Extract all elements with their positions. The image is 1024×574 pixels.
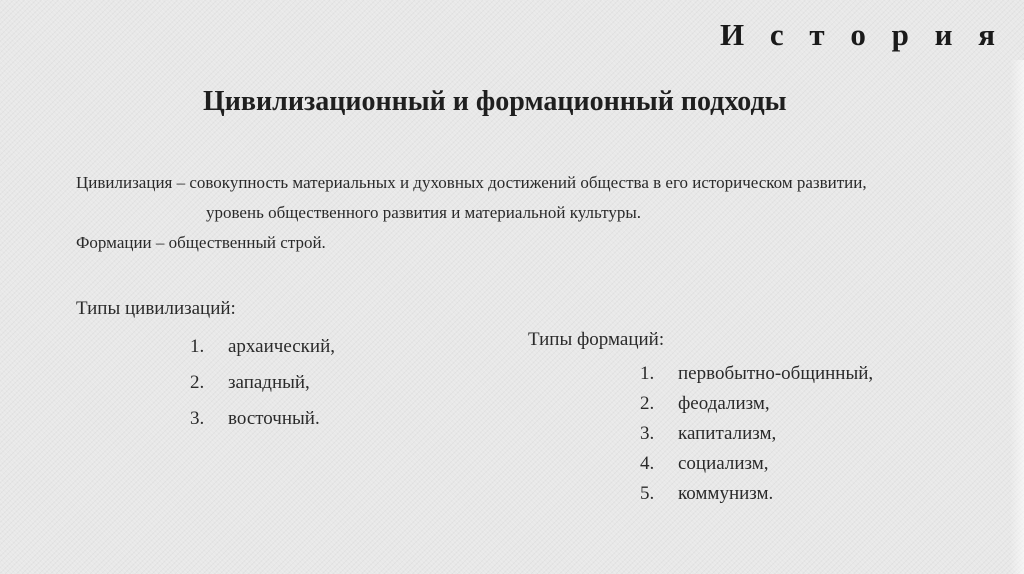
list-item-label: западный, <box>228 372 310 393</box>
list-item-label: капитализм, <box>678 423 777 444</box>
list-item <box>190 371 335 407</box>
list-item-label: коммунизм. <box>678 483 774 504</box>
civilization-types-heading: Типы цивилизаций: <box>76 298 236 319</box>
list-item <box>640 392 873 422</box>
slide-title: Цивилизационный и формационный подходы <box>203 86 787 117</box>
list-item <box>640 362 873 392</box>
formation-types-heading: Типы формаций: <box>528 329 665 350</box>
list-item-label: восточный. <box>228 408 320 429</box>
civilization-types-list <box>190 335 335 443</box>
list-item-number: 1. <box>190 336 205 357</box>
definition-civilization-continued: уровень общественного развития и материальной культуры. <box>206 203 641 222</box>
list-item-label: первобытно-общинный, <box>678 363 874 384</box>
definition-civilization: Цивилизация – совокупность материальных и духовных достижений общества в его историческом развитии, <box>76 173 867 192</box>
list-item-number: 5. <box>640 483 655 504</box>
slide-edge-highlight <box>1010 60 1024 574</box>
list-item-number: 3. <box>190 408 205 429</box>
list-item <box>640 422 873 452</box>
list-item-number: 4. <box>640 453 655 474</box>
list-item-number: 2. <box>640 393 655 414</box>
list-item <box>190 407 335 443</box>
list-item-label: архаический, <box>228 336 335 357</box>
list-item <box>190 335 335 371</box>
list-item-number: 3. <box>640 423 655 444</box>
list-item-label: социализм, <box>678 453 769 474</box>
list-item <box>640 482 873 512</box>
definition-formation: Формации – общественный строй. <box>76 233 326 252</box>
list-item-number: 1. <box>640 363 655 384</box>
list-item-label: феодализм, <box>678 393 770 414</box>
list-item-number: 2. <box>190 372 205 393</box>
subject-title: И с т о р и я <box>720 17 1004 52</box>
formation-types-list <box>640 362 873 512</box>
list-item <box>640 452 873 482</box>
